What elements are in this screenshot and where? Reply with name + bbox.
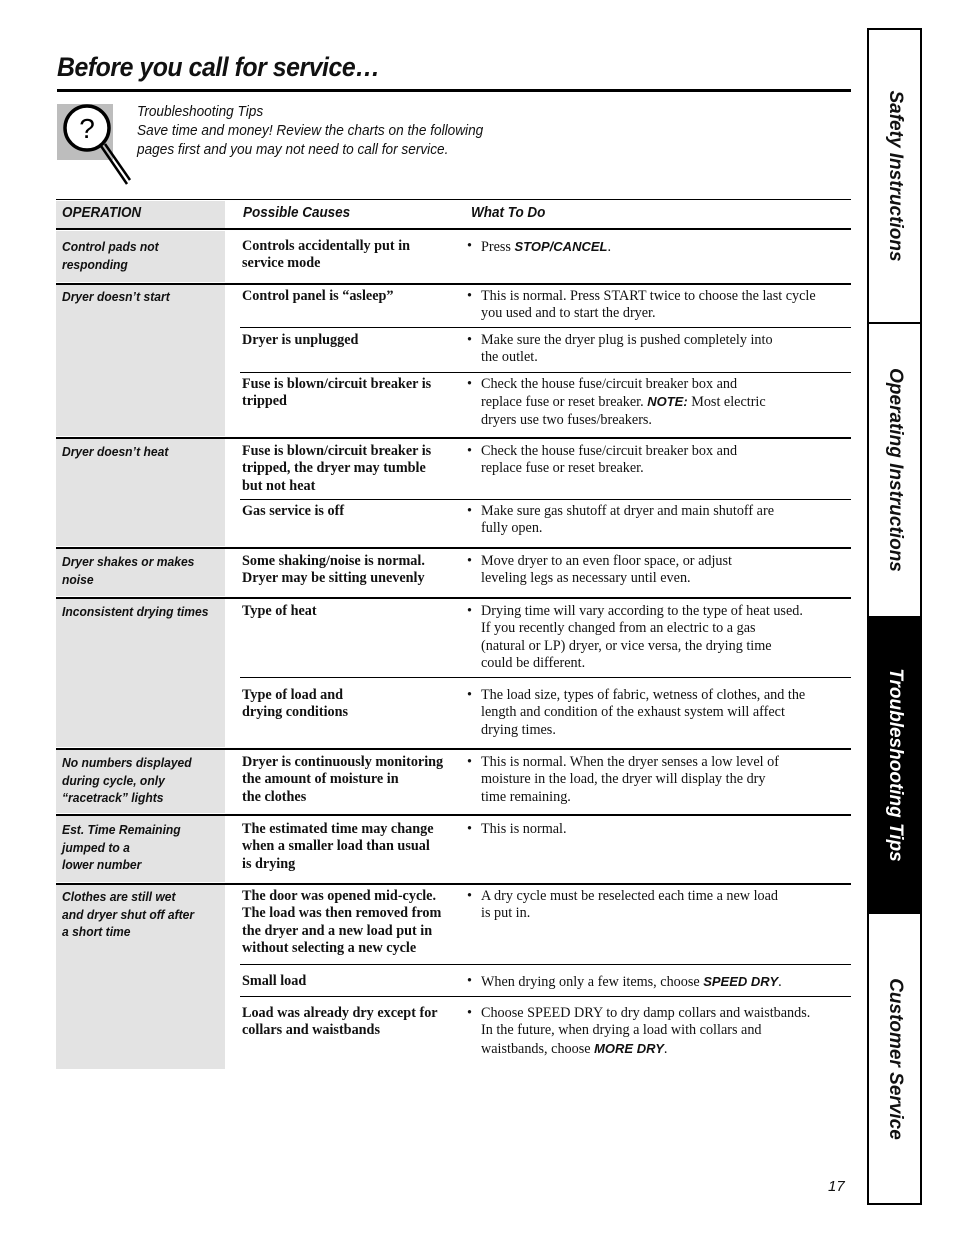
what-to-do-line — [481, 570, 857, 587]
intro-line: pages first and you may not need to call for service. — [137, 142, 449, 158]
possible-cause-line: Type of heat — [242, 603, 317, 619]
text-segment: If you recently changed from an electric to a gas — [481, 620, 756, 637]
what-to-do-line — [481, 789, 857, 806]
text-segment: time remaining. — [481, 788, 571, 805]
possible-cause-line: The load was then removed from — [242, 905, 442, 922]
text-segment: The load size, types of fabric, wetness of clothes, and the — [481, 687, 806, 703]
text-segment: replace fuse or reset breaker. — [481, 394, 648, 411]
what-to-do-line — [481, 520, 857, 537]
bullet-icon: • — [467, 888, 472, 904]
intro-line: Save time and money! Review the charts on the following — [137, 123, 484, 139]
text-segment: you used and to start the dryer. — [481, 305, 656, 322]
bullet-icon: • — [467, 443, 472, 459]
text-segment: could be different. — [481, 654, 586, 671]
text-segment: Check the house fuse/circuit breaker box and — [481, 376, 738, 392]
tab-safety-instructions[interactable]: Safety Instructions — [884, 90, 906, 262]
possible-cause-line: Small load — [242, 973, 307, 989]
operation-label — [62, 553, 211, 588]
possible-cause-line: Fuse is blown/circuit breaker is — [242, 376, 432, 392]
what-to-do — [467, 288, 857, 323]
what-to-do-line — [481, 771, 857, 788]
bullet-icon: • — [467, 332, 472, 348]
text-segment: This is normal. — [481, 821, 567, 837]
text-segment: . — [663, 1040, 668, 1057]
sub-row-rule — [240, 964, 851, 965]
possible-cause — [242, 1005, 462, 1040]
text-segment: Check the house fuse/circuit breaker box and — [481, 443, 738, 459]
operation-label — [62, 754, 211, 807]
text-segment: Choose SPEED DRY to dry damp collars and waistbands. — [481, 1005, 811, 1021]
possible-cause-line: drying conditions — [242, 704, 349, 721]
possible-cause — [242, 288, 462, 305]
what-to-do-line — [481, 603, 857, 620]
row-rule — [56, 814, 851, 816]
text-segment: waistbands, choose — [481, 1040, 595, 1057]
text-segment: Make sure gas shutoff at dryer and main shutoff are — [481, 503, 774, 519]
what-to-do-line — [481, 443, 857, 460]
row-rule — [56, 748, 851, 750]
page-number: 17 — [828, 1178, 845, 1195]
sub-row-rule — [240, 677, 851, 678]
operation-label-line: noise — [62, 571, 94, 587]
what-to-do-line — [481, 754, 857, 771]
operation-label — [62, 603, 211, 621]
what-to-do — [467, 376, 857, 429]
operation-label-line: responding — [62, 256, 128, 272]
operation-cell — [56, 285, 225, 436]
header-rule — [56, 228, 851, 230]
possible-cause-line: Gas service is off — [242, 503, 345, 519]
text-segment: Drying time will vary according to the type of heat used. — [481, 603, 803, 619]
what-to-do-line — [481, 412, 857, 429]
possible-cause-line: is drying — [242, 855, 296, 872]
what-to-do-line — [481, 503, 857, 520]
row-rule — [56, 547, 851, 549]
what-to-do-line — [481, 349, 857, 366]
tab-troubleshooting-tips[interactable]: Troubleshooting Tips — [869, 616, 920, 914]
possible-cause-line: without selecting a new cycle — [242, 939, 417, 956]
what-to-do — [467, 754, 857, 806]
section-sidebar — [867, 28, 922, 1205]
what-to-do — [467, 603, 857, 672]
possible-cause — [242, 754, 462, 806]
what-to-do-line — [481, 238, 857, 256]
question-magnifier-icon — [57, 104, 113, 160]
possible-cause-line: the dryer and a new load put in — [242, 922, 433, 939]
operation-label — [62, 288, 211, 306]
operation-label-line: “racetrack” lights — [62, 790, 164, 805]
intro-text — [137, 103, 483, 160]
text-segment: the outlet. — [481, 349, 538, 366]
text-segment: In the future, when drying a load with collars and — [481, 1022, 762, 1039]
what-to-do — [467, 888, 857, 923]
text-segment: replace fuse or reset breaker. — [481, 460, 644, 477]
page-title: Before you call for service… — [57, 52, 380, 82]
possible-cause — [242, 888, 462, 957]
tab-operating-instructions[interactable]: Operating Instructions — [884, 368, 906, 572]
what-to-do-line — [481, 1040, 857, 1058]
operation-label-line: Clothes are still wet — [62, 889, 176, 904]
text-segment: When drying only a few items, choose — [481, 974, 704, 990]
header-todo: What To Do — [471, 205, 546, 221]
what-to-do-line — [481, 1005, 857, 1022]
operation-label-line: No numbers displayed — [62, 755, 192, 770]
operation-label-line: during cycle, only — [62, 772, 165, 788]
possible-cause-line: Type of load and — [242, 687, 344, 703]
what-to-do-line — [481, 553, 857, 570]
possible-cause-line: The door was opened mid-cycle. — [242, 888, 437, 904]
possible-cause — [242, 332, 462, 349]
text-segment: Move dryer to an even floor space, or adjust — [481, 553, 732, 569]
possible-cause-line: Dryer is continuously monitoring — [242, 754, 444, 770]
possible-cause — [242, 687, 462, 722]
what-to-do-line — [481, 638, 857, 655]
bullet-icon: • — [467, 503, 472, 519]
possible-cause-line: when a smaller load than usual — [242, 838, 430, 855]
possible-cause-line: collars and waistbands — [242, 1022, 380, 1039]
what-to-do-line — [481, 620, 857, 637]
what-to-do-line — [481, 821, 857, 838]
possible-cause-line: Load was already dry except for — [242, 1005, 438, 1021]
operation-cell — [56, 599, 225, 747]
possible-cause — [242, 603, 462, 620]
what-to-do — [467, 503, 857, 538]
what-to-do — [467, 973, 857, 991]
bullet-icon: • — [467, 687, 472, 703]
possible-cause-line: Controls accidentally put in — [242, 238, 411, 254]
operation-label-line: Dryer doesn’t heat — [62, 444, 169, 459]
text-segment: This is normal. Press START twice to choose the last cycle — [481, 288, 816, 304]
bullet-icon: • — [467, 973, 472, 989]
operation-label — [62, 443, 211, 461]
title-rule — [57, 89, 851, 92]
tab-customer-service[interactable]: Customer Service — [884, 977, 906, 1140]
operation-label-line: and dryer shut off after — [62, 906, 195, 922]
possible-cause — [242, 821, 462, 873]
what-to-do-line — [481, 973, 857, 991]
operation-label-line: a short time — [62, 924, 131, 939]
what-to-do-line — [481, 905, 857, 922]
what-to-do-line — [481, 376, 857, 393]
text-segment: This is normal. When the dryer senses a low level of — [481, 754, 779, 770]
possible-cause-line: tripped — [242, 393, 287, 410]
row-rule — [56, 437, 851, 439]
possible-cause-line: The estimated time may change — [242, 821, 434, 837]
what-to-do-line — [481, 687, 857, 704]
bullet-icon: • — [467, 1005, 472, 1021]
sub-row-rule — [240, 372, 851, 373]
operation-label-line: Inconsistent drying times — [62, 604, 209, 619]
text-segment: . — [778, 974, 782, 990]
what-to-do — [467, 443, 857, 478]
text-segment: fully open. — [481, 520, 543, 537]
what-to-do — [467, 821, 857, 838]
sub-row-rule — [240, 499, 851, 500]
operation-label-line: Dryer doesn’t start — [62, 289, 170, 304]
possible-cause — [242, 553, 462, 588]
what-to-do — [467, 238, 857, 256]
text-segment: A dry cycle must be reselected each time a new load — [481, 888, 779, 904]
row-rule — [56, 597, 851, 599]
header-causes: Possible Causes — [243, 205, 351, 221]
possible-cause-line: Some shaking/noise is normal. — [242, 553, 425, 569]
emphasis-label: MORE DRY — [594, 1040, 664, 1056]
what-to-do — [467, 553, 857, 588]
sub-row-rule — [240, 327, 851, 328]
text-segment: dryers use two fuses/breakers. — [481, 411, 652, 428]
bullet-icon: • — [467, 754, 472, 770]
what-to-do — [467, 687, 857, 739]
intro-heading: Troubleshooting Tips — [137, 104, 264, 120]
what-to-do-line — [481, 704, 857, 721]
text-segment: drying times. — [481, 721, 556, 738]
bullet-icon: • — [467, 288, 472, 304]
text-segment: is put in. — [481, 905, 531, 922]
possible-cause-line: Dryer may be sitting unevenly — [242, 570, 425, 587]
what-to-do-line — [481, 722, 857, 739]
operation-label — [62, 238, 211, 273]
text-segment: (natural or LP) dryer, or vice versa, the drying time — [481, 637, 772, 654]
table-top-rule — [56, 199, 851, 200]
row-rule — [56, 283, 851, 285]
what-to-do-line — [481, 332, 857, 349]
possible-cause — [242, 238, 462, 273]
row-rule — [56, 883, 851, 885]
emphasis-label: NOTE: — [647, 394, 688, 410]
possible-cause-line: tripped, the dryer may tumble — [242, 460, 426, 477]
bullet-icon: • — [467, 376, 472, 392]
possible-cause-line: service mode — [242, 255, 321, 272]
operation-label-line: Control pads not — [62, 239, 159, 254]
what-to-do-line — [481, 288, 857, 305]
text-segment: moisture in the load, the dryer will display the dry — [481, 771, 766, 788]
emphasis-label: STOP/CANCEL — [514, 239, 608, 254]
text-segment: Press — [481, 239, 515, 255]
possible-cause-line: Dryer is unplugged — [242, 332, 359, 348]
what-to-do-line — [481, 305, 857, 322]
possible-cause — [242, 376, 462, 411]
operation-label-line: lower number — [62, 857, 142, 872]
possible-cause — [242, 503, 462, 520]
what-to-do-line — [481, 1022, 857, 1039]
bullet-icon: • — [467, 821, 472, 837]
possible-cause-line: the clothes — [242, 788, 307, 805]
what-to-do — [467, 1005, 857, 1058]
header-operation: OPERATION — [62, 205, 142, 221]
text-segment: Most electric — [687, 394, 766, 411]
possible-cause-line: the amount of moisture in — [242, 771, 399, 788]
text-segment: . — [607, 239, 611, 255]
operation-label-line: Dryer shakes or makes — [62, 554, 195, 569]
bullet-icon: • — [467, 553, 472, 569]
bullet-icon: • — [467, 238, 472, 254]
operation-label-line: Est. Time Remaining — [62, 822, 181, 837]
possible-cause-line: Control panel is “asleep” — [242, 288, 394, 304]
possible-cause-line: Fuse is blown/circuit breaker is — [242, 443, 432, 459]
possible-cause-line: but not heat — [242, 477, 316, 494]
sub-row-rule — [240, 996, 851, 997]
svg-text:?: ? — [79, 113, 95, 144]
operation-label-line: jumped to a — [62, 839, 130, 855]
what-to-do-line — [481, 460, 857, 477]
what-to-do — [467, 332, 857, 367]
what-to-do-line — [481, 888, 857, 905]
text-segment: Make sure the dryer plug is pushed completely into — [481, 332, 773, 348]
possible-cause — [242, 443, 462, 495]
operation-label — [62, 888, 211, 941]
bullet-icon: • — [467, 603, 472, 619]
text-segment: length and condition of the exhaust system will affect — [481, 704, 785, 721]
what-to-do-line — [481, 393, 857, 411]
what-to-do-line — [481, 655, 857, 672]
operation-label — [62, 821, 211, 874]
text-segment: leveling legs as necessary until even. — [481, 570, 691, 587]
emphasis-label: SPEED DRY — [703, 974, 779, 989]
possible-cause — [242, 973, 462, 990]
